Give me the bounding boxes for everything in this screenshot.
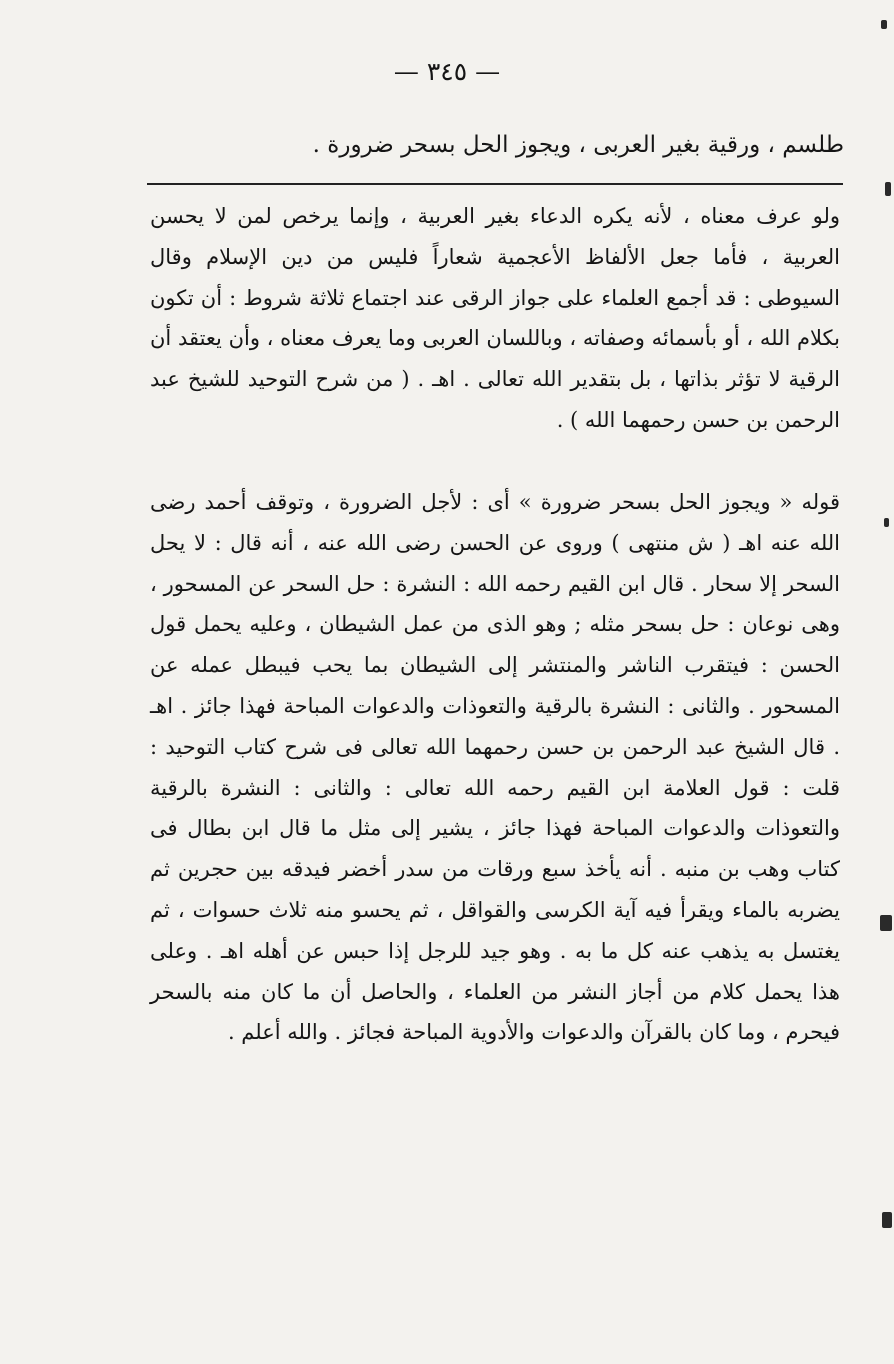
footnote-paragraph-1: ولو عرف معناه ، لأنه يكره الدعاء بغير العربية ، وإنما يرخص لمن لا يحسن العربية ، فأما جعل الألفاظ الأعجمية شعاراً فليس من دين الإسلام وقال السيوطى : قد أجمع العلماء على جواز الرقى عند اجتماع ثلاثة شروط : أن تكون بكلام الله ، أو بأسمائه وصفاته ، وباللسان العربى وما يعرف معناه ، وأن يعتقد أن الرقية لا تؤثر بذاتها ، بل بتقدير الله تعالى . اهـ . ( من شرح التوحيد للشيخ عبد الرحمن بن حسن رحمهما الله ) . — [150, 204, 841, 432]
footnote-paragraph-2: قوله « ويجوز الحل بسحر ضرورة » أى : لأجل الضرورة ، وتوقف أحمد رضى الله عنه اهـ ( ش منتهى ) وروى عن الحسن رضى الله عنه ، أنه قال : لا يحل السحر إلا سحار . قال ابن القيم رحمه الله : النشرة : حل السحر عن المسحور ، وهى نوعان : حل بسحر مثله ; وهو الذى من عمل الشيطان ، وعليه يحمل قول الحسن : فيتقرب الناشر والمنتشر إلى الشيطان بما يحب فيبطل عمله عن المسحور . والثانى : النشرة بالرقية والتعوذات والدعوات المباحة فهذا جائز . اهـ . قال الشيخ عبد الرحمن بن حسن رحمهما الله تعالى فى شرح كتاب التوحيد : قلت : قول العلامة ابن القيم رحمه الله تعالى : والثانى : النشرة بالرقية والتعوذات والدعوات المباحة فهذا جائز ، يشير إلى مثل ما قال ابن بطال فى كتاب وهب بن منبه . أنه يأخذ سبع ورقات من سدر أخضر فيدقه بين حجرين ثم يضربه بالماء ويقرأ فيه آية الكرسى والقواقل ، ثم يحسو منه ثلاث حسوات ، ثم يغتسل به يذهب عنه كل ما به . وهو جيد للرجل إذا حبس عن أهله اهـ . وعلى هذا يحمل كلام من أجاز النشر من العلماء ، والحاصل أن ما كان منه بالسحر فيحرم ، وما كان بالقرآن والدعوات والأدوية المباحة فجائز . والله أعلم . — [150, 490, 840, 1045]
scan-mark-top — [881, 20, 887, 29]
scan-mark-bottom — [882, 1212, 892, 1228]
scan-mark-lower — [880, 915, 892, 931]
scan-mark-mid — [884, 518, 889, 527]
footnotes-block — [150, 196, 840, 1053]
page-number: — ٣٤٥ — — [393, 57, 501, 86]
main-text-line: طلسم ، ورقية بغير العربى ، ويجوز الحل بسحر ضرورة . — [312, 132, 844, 158]
scan-mark-upper — [885, 182, 891, 196]
footnote-separator-rule — [147, 183, 843, 185]
